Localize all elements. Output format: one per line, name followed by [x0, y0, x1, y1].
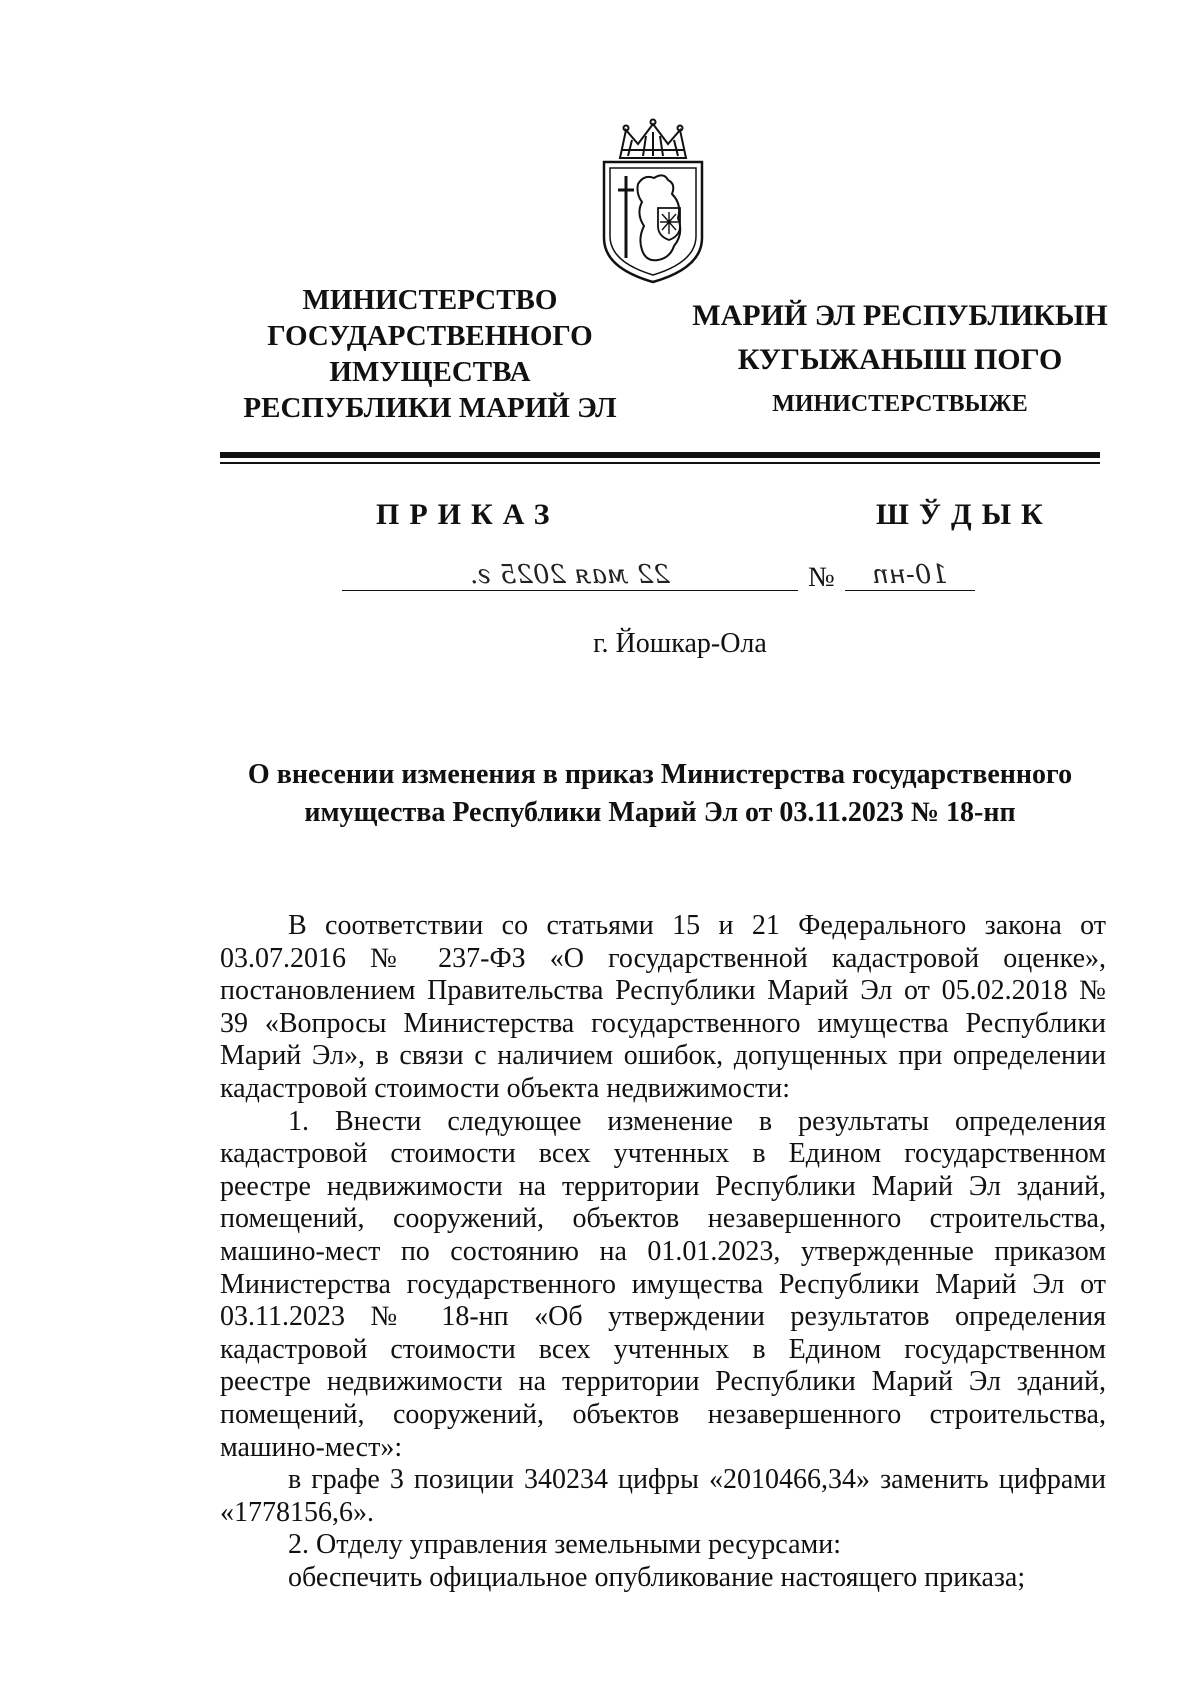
header-divider-thin — [220, 462, 1100, 464]
handwritten-number: 10-нп — [872, 560, 948, 590]
date-underline — [342, 590, 798, 591]
ministry-name-russian — [240, 282, 620, 426]
title-line: О внесении изменения в приказ Министерства государственного — [247, 759, 1073, 790]
ministry-name-mari — [680, 294, 1120, 426]
header-divider-thick — [220, 452, 1100, 458]
title-line: имущества Республики Марий Эл от 03.11.2023 № 18-нп — [304, 797, 1016, 828]
document-title — [220, 756, 1100, 832]
number-underline — [845, 590, 975, 591]
body-paragraph: 2. Отделу управления земельными ресурсами: — [288, 1529, 841, 1561]
doc-kind-mari: ШЎДЫК — [876, 498, 1053, 531]
doc-kind-russian: ПРИКАЗ — [376, 498, 560, 531]
ministry-name-line: КУГЫЖАНЫШ ПОГО — [737, 343, 1063, 376]
ministry-name-line: РЕСПУБЛИКИ МАРИЙ ЭЛ — [243, 392, 617, 424]
ministry-name-line: МИНИСТЕРСТВО — [302, 284, 558, 316]
body-paragraph: 1. Внести следующее изменение в результаты определения кадастровой стоимости всех учтенных в Едином государственном реестре недвижимости на территории Республики Марий Эл зданий, помещений, сооружений, объектов незавершенного строительства, машино-мест по состоянию на 01.01.2023, утвержденные приказом Министерства государственного имущества Республики Марий Эл от 03.11.2023 № 18-нп «Об утверждении результатов определения кадастровой стоимости всех учтенных в Едином государственном реестре недвижимости на территории Республики Марий Эл зданий, помещений, сооружений, объектов незавершенного строительства, машино-мест»: — [220, 1105, 1106, 1463]
body-paragraph: В соответствии со статьями 15 и 21 Федерального закона от 03.07.2016 № 237-ФЗ «О государственной кадастровой оценке», постановлением Правительства Республики Марий Эл от 05.02.2018 № 39 «Вопросы Министерства государственного имущества Республики Марий Эл», в связи с наличием ошибок, допущенных при определении кадастровой стоимости объекта недвижимости: — [220, 910, 1106, 1104]
body-paragraph: в графе 3 позиции 340234 цифры «2010466,34» заменить цифрами «1778156,6». — [220, 1464, 1106, 1528]
number-sign: № — [808, 562, 835, 593]
coat-of-arms-icon — [598, 118, 708, 286]
body-paragraph: обеспечить официальное опубликование настоящего приказа; — [288, 1561, 1026, 1593]
ministry-name-line: ГОСУДАРСТВЕННОГО — [267, 320, 593, 352]
ministry-name-line: МАРИЙ ЭЛ РЕСПУБЛИКЫН — [692, 299, 1108, 332]
handwritten-date: 22 мая 2025 г. — [470, 560, 670, 590]
ministry-name-line: ИМУЩЕСТВА — [329, 356, 531, 388]
document-body — [220, 910, 1106, 1594]
city-name: г. Йошкар-Ола — [593, 628, 767, 659]
ministry-name-line: МИНИСТЕРСТВЫЖЕ — [772, 391, 1028, 417]
